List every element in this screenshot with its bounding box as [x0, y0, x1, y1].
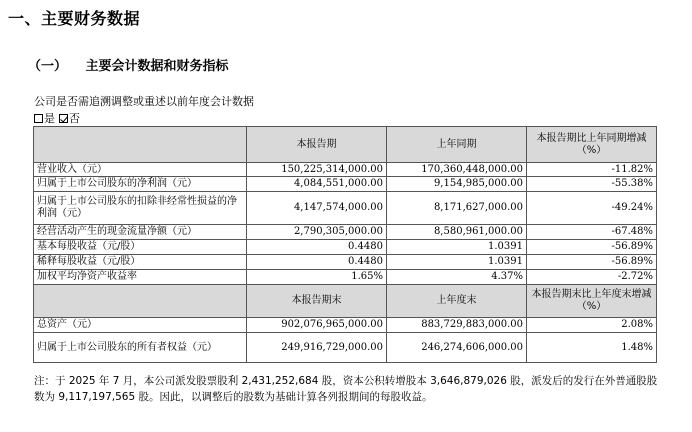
cell-current: 0.4480 — [247, 255, 387, 270]
table-row — [34, 318, 657, 333]
cell-change: -55.38% — [527, 177, 657, 192]
section-title: 一、主要财务数据 — [8, 9, 141, 28]
row-label: 加权平均净资产收益率 — [34, 270, 247, 285]
cell-change: 1.48% — [527, 333, 657, 363]
table2-header-blank — [34, 285, 247, 318]
table2-header-change: 本报告期末比上年度末增减（%） — [527, 285, 657, 318]
option-yes[interactable] — [34, 110, 55, 126]
option-yes-label: 是 — [44, 112, 55, 125]
table1-header-row — [34, 127, 657, 163]
row-label: 经营活动产生的现金流量净额（元） — [34, 225, 247, 240]
restatement-options — [34, 110, 80, 126]
cell-current: 902,076,965,000.00 — [247, 318, 387, 333]
subsection-number: （一） — [28, 59, 68, 74]
cell-current: 2,790,305,000.00 — [247, 225, 387, 240]
cell-previous: 246,274,606,000.00 — [387, 333, 527, 363]
row-label: 稀释每股收益（元/股） — [34, 255, 247, 270]
cell-previous: 8,580,961,000.00 — [387, 225, 527, 240]
table1-header-blank — [34, 127, 247, 163]
table1-header-current: 本报告期 — [247, 127, 387, 163]
row-label: 营业收入（元） — [34, 163, 247, 177]
table2-header-current: 本报告期末 — [247, 285, 387, 318]
cell-current: 249,916,729,000.00 — [247, 333, 387, 363]
row-label: 归属于上市公司股东的净利润（元） — [34, 177, 247, 192]
cell-change: -56.89% — [527, 240, 657, 255]
cell-current: 4,147,574,000.00 — [247, 192, 387, 225]
table-row — [34, 177, 657, 192]
table-row — [34, 240, 657, 255]
cell-current: 4,084,551,000.00 — [247, 177, 387, 192]
table-row — [34, 270, 657, 285]
table2-header-previous: 上年度末 — [387, 285, 527, 318]
cell-previous: 1.0391 — [387, 240, 527, 255]
cell-change: -67.48% — [527, 225, 657, 240]
option-no-label: 否 — [69, 112, 80, 125]
subsection-title: 主要会计数据和财务指标 — [85, 59, 229, 74]
cell-current: 150,225,314,000.00 — [247, 163, 387, 177]
table-row — [34, 333, 657, 363]
table1-header-change: 本报告期比上年同期增减（%） — [527, 127, 657, 163]
footnote: 注：于 2025 年 7 月，本公司派发股票股利 2,431,252,684 股，资本公积转增股本 3,646,879,026 股，派发后的发行在外普通股股数为 9,117,197,565 股。因此，以调整后的股数为基础计算各列报期间的每股收益。 — [34, 375, 658, 403]
cell-change: -11.82% — [527, 163, 657, 177]
table2-header-row — [34, 285, 657, 318]
cell-current: 1.65% — [247, 270, 387, 285]
restatement-question: 公司是否需追溯调整或重述以前年度会计数据 — [34, 95, 254, 108]
row-label: 归属于上市公司股东的所有者权益（元） — [34, 333, 247, 363]
cell-change: -56.89% — [527, 255, 657, 270]
cell-previous: 4.37% — [387, 270, 527, 285]
checkbox-unchecked-icon[interactable] — [34, 114, 43, 123]
row-label: 基本每股收益（元/股） — [34, 240, 247, 255]
cell-previous: 170,360,448,000.00 — [387, 163, 527, 177]
cell-current: 0.4480 — [247, 240, 387, 255]
cell-change: -49.24% — [527, 192, 657, 225]
row-label: 总资产（元） — [34, 318, 247, 333]
table-row — [34, 192, 657, 225]
table1-header-previous: 上年同期 — [387, 127, 527, 163]
table-row — [34, 255, 657, 270]
subsection-heading — [28, 55, 229, 74]
cell-previous: 9,154,985,000.00 — [387, 177, 527, 192]
cell-previous: 1.0391 — [387, 255, 527, 270]
financial-data-table — [33, 126, 657, 363]
table-row — [34, 163, 657, 177]
cell-previous: 883,729,883,000.00 — [387, 318, 527, 333]
cell-change: -2.72% — [527, 270, 657, 285]
table-row — [34, 225, 657, 240]
option-no[interactable] — [59, 110, 80, 126]
row-label: 归属于上市公司股东的扣除非经常性损益的净利润（元） — [34, 192, 247, 225]
cell-previous: 8,171,627,000.00 — [387, 192, 527, 225]
checkbox-checked-icon[interactable] — [59, 114, 68, 123]
cell-change: 2.08% — [527, 318, 657, 333]
